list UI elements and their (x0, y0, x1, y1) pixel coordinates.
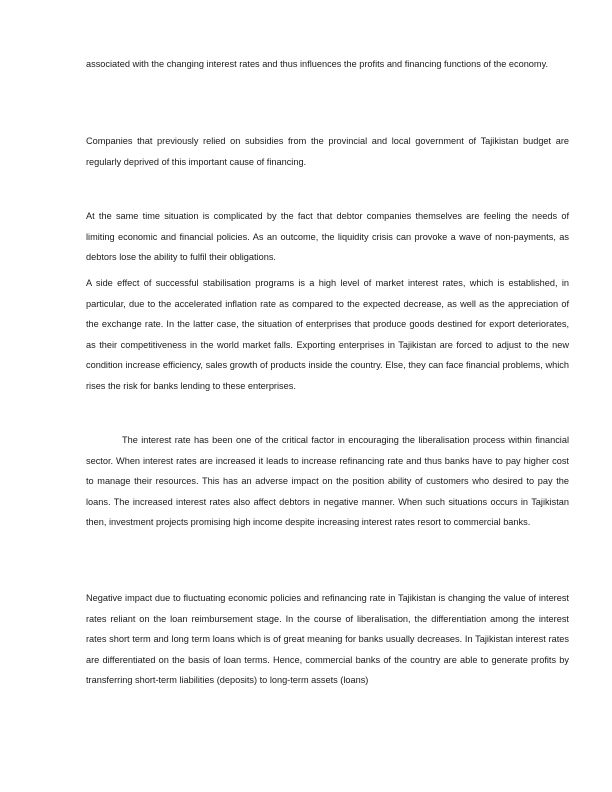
paragraph-interest-rates-economy: associated with the changing interest rates and thus influences the profits and financing functions of the economy. (86, 59, 549, 69)
paragraph-interest-rate-liberalisation: The interest rate has been one of the critical factor in encouraging the liberalisation process within financial sector. When interest rates are increased it leads to increase refinancing rate and thus banks have to pay higher cost to manage their resources. This has an adverse impact on the position ability of customers who desired to pay the loans. The increased interest rates also affect debtors in negative manner. When such situations occurs in Tajikistan then, investment projects promising high income despite increasing interest rates resort to commercial banks. (86, 435, 569, 527)
paragraph-subsidies-financing: Companies that previously relied on subsidies from the provincial and local government of Tajikistan budget are regularly deprived of this important cause of financing. (86, 136, 569, 167)
paragraph-debtor-liquidity-crisis: At the same time situation is complicated by the fact that debtor companies themselves are feeling the needs of limiting economic and financial policies. As an outcome, the liquidity crisis can provoke a wave of non-payments, as debtors lose the ability to fulfil their obligations. (86, 211, 569, 262)
paragraph-stabilisation-programs: A side effect of successful stabilisation programs is a high level of market interest rates, which is established, in particular, due to the accelerated inflation rate as compared to the expected decrease, as well as the appreciation of the exchange rate. In the latter case, the situation of enterprises that produce goods destined for export deteriorates, as their competitiveness in the world market falls. Exporting enterprises in Tajikistan are forced to adjust to the new condition increase efficiency, sales growth of products inside the country. Else, they can face financial problems, which rises the risk for banks lending to these enterprises. (86, 278, 569, 391)
paragraph-negative-impact-refinancing: Negative impact due to fluctuating economic policies and refinancing rate in Tajikistan is changing the value of interest rates reliant on the loan reimbursement stage. In the course of liberalisation, the differentiation among the interest rates short term and long term loans which is of great meaning for banks usually decreases. In Tajikistan interest rates are differentiated on the basis of loan terms. Hence, commercial banks of the country are able to generate profits by transferring short-term liabilities (deposits) to long-term assets (loans) (86, 593, 569, 685)
